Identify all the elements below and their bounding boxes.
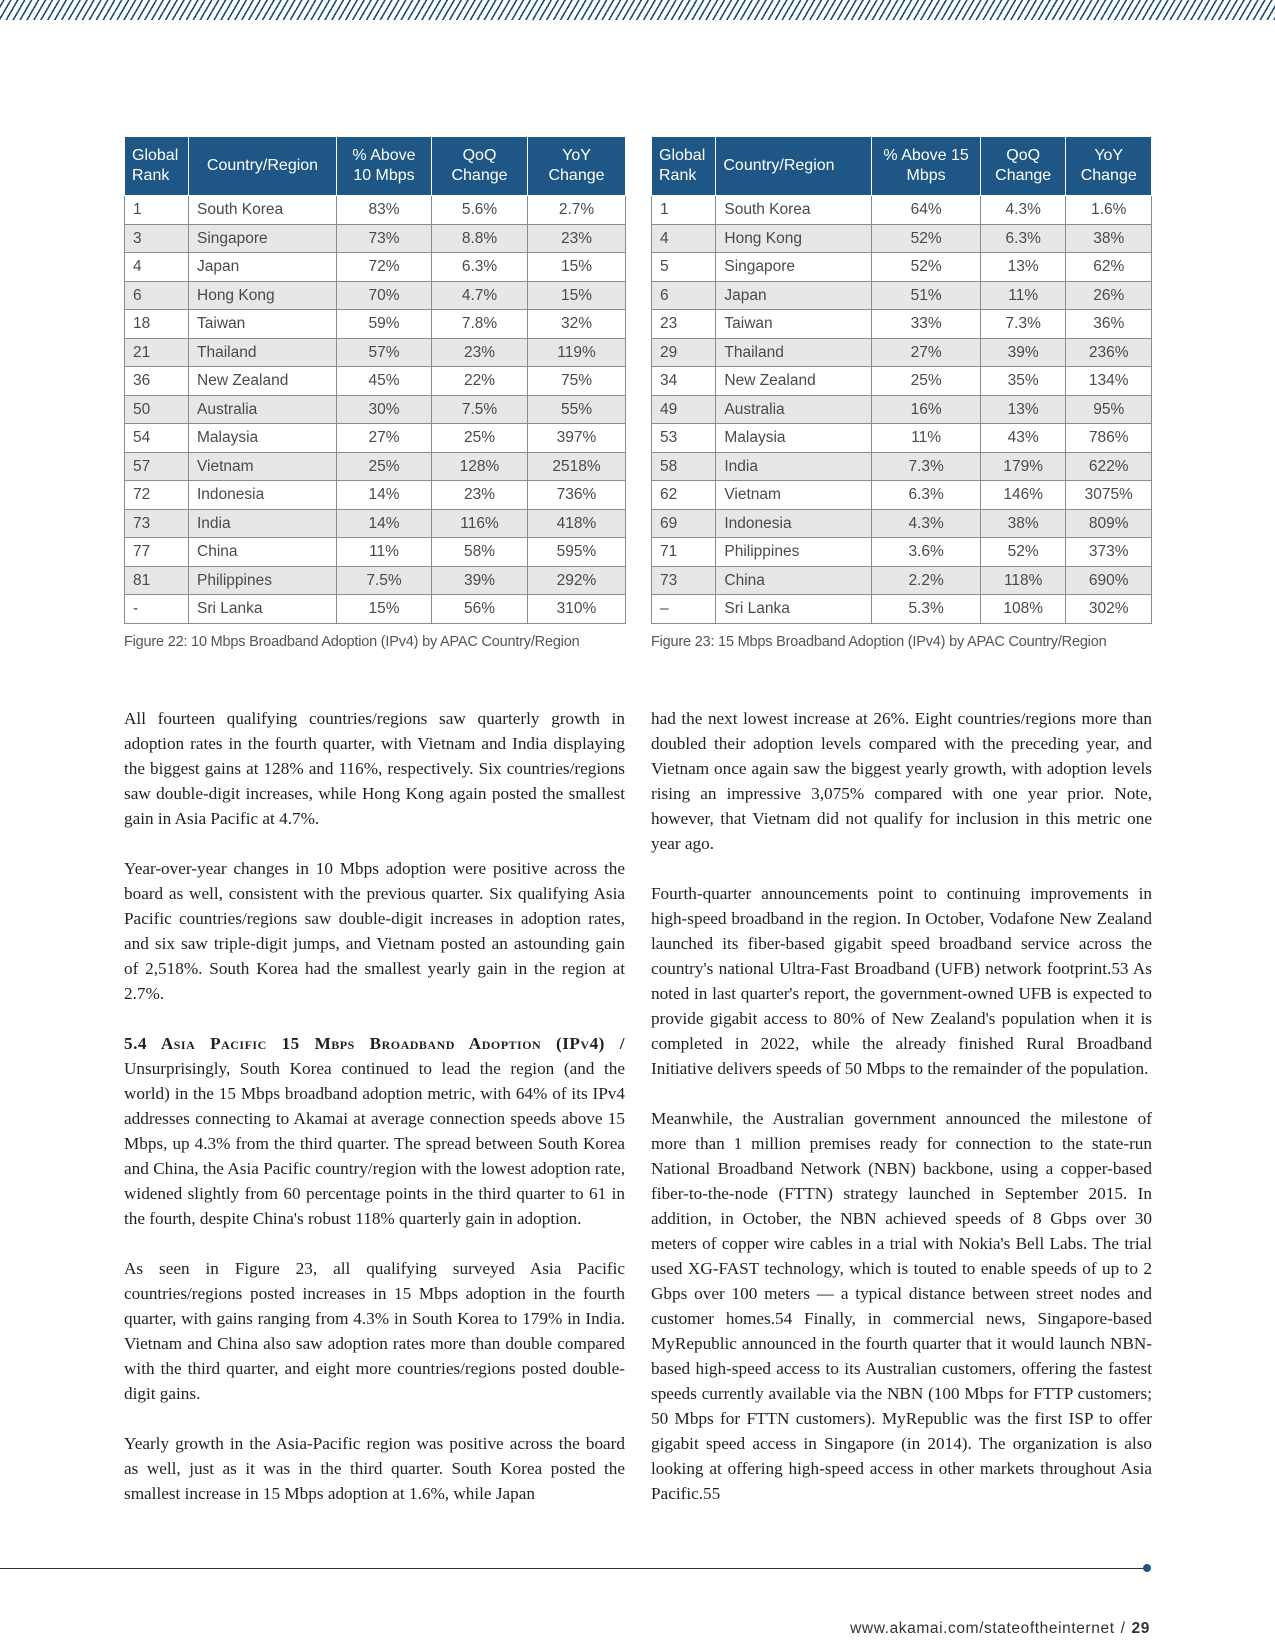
- cell-qoq: 4.3%: [980, 196, 1066, 225]
- header-country-region: Country/Region: [716, 137, 872, 196]
- cell-qoq: 43%: [980, 424, 1066, 453]
- cell-yoy: 3075%: [1066, 481, 1152, 510]
- cell-percent: 14%: [337, 509, 432, 538]
- header-yoy-change: YoY Change: [1066, 137, 1152, 196]
- cell-rank: 54: [125, 424, 189, 453]
- cell-country: Sri Lanka: [189, 595, 337, 624]
- table-row: [125, 281, 626, 310]
- cell-rank: 73: [652, 566, 716, 595]
- cell-country: India: [716, 452, 872, 481]
- header-qoq-change: QoQ Change: [980, 137, 1066, 196]
- table-row: [652, 310, 1152, 339]
- cell-rank: 1: [652, 196, 716, 225]
- table-row: [125, 538, 626, 567]
- cell-qoq: 118%: [980, 566, 1066, 595]
- cell-qoq: 4.7%: [432, 281, 528, 310]
- cell-qoq: 39%: [980, 338, 1066, 367]
- body-paragraph: Year-over-year changes in 10 Mbps adoption were positive across the board as well, consistent with the previous quarter. Six qualifying Asia Pacific countries/regions saw double-digit increases in adoption rates, and six saw triple-digit jumps, and Vietnam posted an astounding gain of 2,518%. South Korea had the smallest yearly gain in the region at 2.7%.: [124, 859, 625, 1003]
- cell-percent: 25%: [337, 452, 432, 481]
- table-row: [652, 566, 1152, 595]
- cell-yoy: 809%: [1066, 509, 1152, 538]
- table-row: [125, 224, 626, 253]
- cell-country: Indonesia: [189, 481, 337, 510]
- header-yoy-change: YoY Change: [528, 137, 626, 196]
- cell-qoq: 13%: [980, 395, 1066, 424]
- table-row: [125, 253, 626, 282]
- cell-yoy: 786%: [1066, 424, 1152, 453]
- cell-yoy: 62%: [1066, 253, 1152, 282]
- cell-country: China: [716, 566, 872, 595]
- cell-percent: 83%: [337, 196, 432, 225]
- cell-rank: 53: [652, 424, 716, 453]
- table-row: [652, 395, 1152, 424]
- cell-percent: 14%: [337, 481, 432, 510]
- cell-rank: 71: [652, 538, 716, 567]
- cell-country: Japan: [716, 281, 872, 310]
- table-row: [125, 452, 626, 481]
- cell-percent: 64%: [872, 196, 981, 225]
- table-row: [652, 509, 1152, 538]
- cell-country: Thailand: [716, 338, 872, 367]
- cell-yoy: 310%: [528, 595, 626, 624]
- cell-rank: 4: [125, 253, 189, 282]
- cell-percent: 25%: [872, 367, 981, 396]
- footer: [850, 1620, 1150, 1638]
- cell-country: South Korea: [716, 196, 872, 225]
- table-row: [652, 481, 1152, 510]
- section-heading: 5.4 Asia Pacific 15 Mbps Broadband Adoption (IPv4) /: [124, 1034, 625, 1053]
- table-row: [652, 424, 1152, 453]
- table-row: [125, 481, 626, 510]
- cell-yoy: 2.7%: [528, 196, 626, 225]
- cell-rank: 21: [125, 338, 189, 367]
- cell-yoy: 95%: [1066, 395, 1152, 424]
- cell-country: India: [189, 509, 337, 538]
- table-row: [125, 310, 626, 339]
- cell-percent: 72%: [337, 253, 432, 282]
- table-row: [125, 196, 626, 225]
- cell-rank: 34: [652, 367, 716, 396]
- cell-yoy: 26%: [1066, 281, 1152, 310]
- body-paragraph: had the next lowest increase at 26%. Eight countries/regions more than doubled their adoption levels compared with the preceding year, and Vietnam once again saw the biggest yearly growth, with adoption levels rising an impressive 3,075% compared with one year prior. Note, however, that Vietnam did not qualify for inclusion in this metric one year ago.: [651, 709, 1152, 853]
- table-10mbps-adoption: [124, 136, 626, 624]
- cell-qoq: 35%: [980, 367, 1066, 396]
- cell-percent: 33%: [872, 310, 981, 339]
- cell-country: Malaysia: [716, 424, 872, 453]
- cell-yoy: 119%: [528, 338, 626, 367]
- cell-yoy: 397%: [528, 424, 626, 453]
- table-block-15mbps: [651, 136, 1152, 650]
- cell-country: Hong Kong: [716, 224, 872, 253]
- cell-percent: 45%: [337, 367, 432, 396]
- table-row: [125, 424, 626, 453]
- cell-rank: 77: [125, 538, 189, 567]
- table-row: [652, 253, 1152, 282]
- cell-rank: 6: [125, 281, 189, 310]
- table-row: [652, 338, 1152, 367]
- footer-rule-dot: [1143, 1564, 1151, 1572]
- cell-rank: 72: [125, 481, 189, 510]
- section-text: Unsurprisingly, South Korea continued to lead the region (and the world) in the 15 Mbps broadband adoption metric, with 64% of its IPv4 addresses connecting to Akamai at average connection speeds above 15 Mbps, up 4.3% from the third quarter. The spread between South Korea and China, the Asia Pacific country/region with the lowest adoption rate, widened slightly from 60 percentage points in the third quarter to 61 in the fourth, despite China's robust 118% quarterly gain in adoption.: [124, 1059, 625, 1228]
- cell-qoq: 179%: [980, 452, 1066, 481]
- cell-qoq: 7.8%: [432, 310, 528, 339]
- cell-country: Vietnam: [189, 452, 337, 481]
- cell-country: New Zealand: [716, 367, 872, 396]
- cell-qoq: 116%: [432, 509, 528, 538]
- cell-percent: 6.3%: [872, 481, 981, 510]
- table-row: [652, 452, 1152, 481]
- header-qoq-change: QoQ Change: [432, 137, 528, 196]
- table-row: [125, 367, 626, 396]
- table-row: [652, 595, 1152, 624]
- table-row: [125, 395, 626, 424]
- body-paragraph: All fourteen qualifying countries/regions saw quarterly growth in adoption rates in the fourth quarter, with Vietnam and India displaying the biggest gains at 128% and 116%, respectively. Six countries/regions saw double-digit increases, while Hong Kong again posted the smallest gain in Asia Pacific at 4.7%.: [124, 709, 625, 828]
- cell-yoy: 736%: [528, 481, 626, 510]
- cell-country: Australia: [189, 395, 337, 424]
- cell-yoy: 292%: [528, 566, 626, 595]
- cell-rank: 23: [652, 310, 716, 339]
- cell-qoq: 22%: [432, 367, 528, 396]
- footer-separator: /: [1120, 1620, 1126, 1637]
- cell-rank: 73: [125, 509, 189, 538]
- header-percent-above: % Above 10 Mbps: [337, 137, 432, 196]
- table-row: [652, 196, 1152, 225]
- cell-country: New Zealand: [189, 367, 337, 396]
- body-paragraph: Fourth-quarter announcements point to continuing improvements in high-speed broadband in the region. In October, Vodafone New Zealand launched its fiber-based gigabit speed broadband service across the country's national Ultra-Fast Broadband (UFB) network footprint.53 As noted in last quarter's report, the government-owned UFB is expected to provide gigabit access to 80% of New Zealand's population when it is completed in 2022, while the already finished Rural Broadband Initiative delivers speeds of 50 Mbps to the remainder of the population.: [651, 884, 1152, 1078]
- cell-yoy: 15%: [528, 253, 626, 282]
- cell-qoq: 8.8%: [432, 224, 528, 253]
- cell-country: Vietnam: [716, 481, 872, 510]
- figure-caption: Figure 22: 10 Mbps Broadband Adoption (IPv4) by APAC Country/Region: [124, 633, 580, 650]
- cell-rank: 57: [125, 452, 189, 481]
- cell-country: China: [189, 538, 337, 567]
- cell-percent: 30%: [337, 395, 432, 424]
- cell-rank: 4: [652, 224, 716, 253]
- cell-rank: 36: [125, 367, 189, 396]
- cell-yoy: 595%: [528, 538, 626, 567]
- cell-qoq: 52%: [980, 538, 1066, 567]
- table-header-row: [652, 137, 1152, 196]
- cell-rank: 81: [125, 566, 189, 595]
- body-paragraph: Meanwhile, the Australian government announced the milestone of more than 1 million premises ready for connection to the state-run National Broadband Network (NBN) backbone, using a copper-based fiber-to-the-node (FTTN) strategy launched in September 2015. In addition, in October, the NBN achieved speeds of 8 Gbps over 30 meters of copper wire cables in a trial with Nokia's Bell Labs. The trial used XG-FAST technology, which is touted to enable speeds of up to 2 Gbps over 100 meters — a typical distance between street nodes and customer homes.54 Finally, in commercial news, Singapore-based MyRepublic announced in the fourth quarter that it would launch NBN-based high-speed access to its Australian customers, offering the fastest speeds currently available via the NBN (100 Mbps for FTTP customers; 50 Mbps for FTTN customers). MyRepublic was the first ISP to offer gigabit speed access in Singapore (in 2014). The organization is also looking at offering high-speed access in other markets throughout Asia Pacific.55: [651, 1109, 1152, 1503]
- cell-qoq: 108%: [980, 595, 1066, 624]
- cell-qoq: 5.6%: [432, 196, 528, 225]
- body-paragraph: As seen in Figure 23, all qualifying surveyed Asia Pacific countries/regions posted increases in 15 Mbps adoption in the fourth quarter, with gains ranging from 4.3% in South Korea to 179% in India. Vietnam and China also saw adoption rates more than double compared with the third quarter, and eight more countries/regions posted double-digit gains.: [124, 1259, 625, 1403]
- table-row: [652, 281, 1152, 310]
- cell-rank: 50: [125, 395, 189, 424]
- cell-rank: -: [125, 595, 189, 624]
- cell-country: Taiwan: [189, 310, 337, 339]
- cell-yoy: 1.6%: [1066, 196, 1152, 225]
- table-15mbps-adoption: [651, 136, 1152, 624]
- cell-country: Australia: [716, 395, 872, 424]
- table-block-10mbps: [124, 136, 625, 650]
- cell-percent: 27%: [337, 424, 432, 453]
- cell-yoy: 38%: [1066, 224, 1152, 253]
- cell-qoq: 56%: [432, 595, 528, 624]
- table-row: [652, 367, 1152, 396]
- cell-country: Philippines: [189, 566, 337, 595]
- table-row: [652, 224, 1152, 253]
- table-row: [125, 566, 626, 595]
- cell-percent: 70%: [337, 281, 432, 310]
- cell-percent: 5.3%: [872, 595, 981, 624]
- body-column-right: [651, 706, 1152, 1531]
- top-hatch-band: [0, 0, 1275, 20]
- footer-url[interactable]: www.akamai.com/stateoftheinternet: [850, 1620, 1115, 1637]
- cell-rank: 58: [652, 452, 716, 481]
- cell-percent: 16%: [872, 395, 981, 424]
- cell-percent: 11%: [337, 538, 432, 567]
- cell-percent: 57%: [337, 338, 432, 367]
- cell-qoq: 6.3%: [432, 253, 528, 282]
- section-paragraph: [124, 1031, 625, 1231]
- table-row: [125, 509, 626, 538]
- cell-country: Taiwan: [716, 310, 872, 339]
- cell-country: Hong Kong: [189, 281, 337, 310]
- cell-yoy: 302%: [1066, 595, 1152, 624]
- cell-yoy: 622%: [1066, 452, 1152, 481]
- cell-yoy: 236%: [1066, 338, 1152, 367]
- cell-percent: 4.3%: [872, 509, 981, 538]
- cell-rank: 18: [125, 310, 189, 339]
- cell-qoq: 7.3%: [980, 310, 1066, 339]
- cell-rank: 3: [125, 224, 189, 253]
- cell-percent: 7.5%: [337, 566, 432, 595]
- cell-percent: 15%: [337, 595, 432, 624]
- cell-country: Indonesia: [716, 509, 872, 538]
- cell-percent: 52%: [872, 224, 981, 253]
- cell-qoq: 128%: [432, 452, 528, 481]
- cell-yoy: 55%: [528, 395, 626, 424]
- cell-qoq: 6.3%: [980, 224, 1066, 253]
- table-row: [125, 595, 626, 624]
- cell-country: Singapore: [716, 253, 872, 282]
- cell-country: South Korea: [189, 196, 337, 225]
- cell-country: Thailand: [189, 338, 337, 367]
- cell-country: Sri Lanka: [716, 595, 872, 624]
- cell-percent: 51%: [872, 281, 981, 310]
- table-header-row: [125, 137, 626, 196]
- cell-qoq: 13%: [980, 253, 1066, 282]
- cell-qoq: 11%: [980, 281, 1066, 310]
- cell-percent: 73%: [337, 224, 432, 253]
- cell-rank: 69: [652, 509, 716, 538]
- cell-country: Malaysia: [189, 424, 337, 453]
- cell-yoy: 75%: [528, 367, 626, 396]
- cell-rank: 1: [125, 196, 189, 225]
- header-global-rank: Global Rank: [125, 137, 189, 196]
- cell-qoq: 23%: [432, 338, 528, 367]
- header-global-rank: Global Rank: [652, 137, 716, 196]
- cell-country: Japan: [189, 253, 337, 282]
- cell-rank: 62: [652, 481, 716, 510]
- table-row: [125, 338, 626, 367]
- cell-rank: 49: [652, 395, 716, 424]
- cell-yoy: 23%: [528, 224, 626, 253]
- cell-qoq: 146%: [980, 481, 1066, 510]
- cell-rank: 29: [652, 338, 716, 367]
- cell-yoy: 418%: [528, 509, 626, 538]
- cell-percent: 59%: [337, 310, 432, 339]
- cell-qoq: 25%: [432, 424, 528, 453]
- cell-rank: 5: [652, 253, 716, 282]
- footer-rule: [0, 1568, 1147, 1569]
- cell-yoy: 15%: [528, 281, 626, 310]
- body-column-left: [124, 706, 625, 1531]
- body-paragraph: Yearly growth in the Asia-Pacific region was positive across the board as well, just as it was in the third quarter. South Korea posted the smallest increase in 15 Mbps adoption at 1.6%, while Japan: [124, 1434, 625, 1503]
- table-row: [652, 538, 1152, 567]
- header-country-region: Country/Region: [189, 137, 337, 196]
- cell-percent: 52%: [872, 253, 981, 282]
- cell-yoy: 32%: [528, 310, 626, 339]
- cell-percent: 7.3%: [872, 452, 981, 481]
- cell-yoy: 134%: [1066, 367, 1152, 396]
- cell-country: Philippines: [716, 538, 872, 567]
- cell-qoq: 7.5%: [432, 395, 528, 424]
- cell-yoy: 373%: [1066, 538, 1152, 567]
- cell-rank: 6: [652, 281, 716, 310]
- page-number: 29: [1131, 1620, 1150, 1637]
- cell-qoq: 39%: [432, 566, 528, 595]
- cell-qoq: 58%: [432, 538, 528, 567]
- cell-qoq: 23%: [432, 481, 528, 510]
- cell-yoy: 2518%: [528, 452, 626, 481]
- figure-caption: Figure 23: 15 Mbps Broadband Adoption (IPv4) by APAC Country/Region: [651, 633, 1107, 650]
- header-percent-above: % Above 15 Mbps: [872, 137, 981, 196]
- cell-yoy: 36%: [1066, 310, 1152, 339]
- cell-percent: 2.2%: [872, 566, 981, 595]
- cell-yoy: 690%: [1066, 566, 1152, 595]
- cell-rank: –: [652, 595, 716, 624]
- cell-percent: 3.6%: [872, 538, 981, 567]
- cell-country: Singapore: [189, 224, 337, 253]
- cell-percent: 27%: [872, 338, 981, 367]
- cell-qoq: 38%: [980, 509, 1066, 538]
- cell-percent: 11%: [872, 424, 981, 453]
